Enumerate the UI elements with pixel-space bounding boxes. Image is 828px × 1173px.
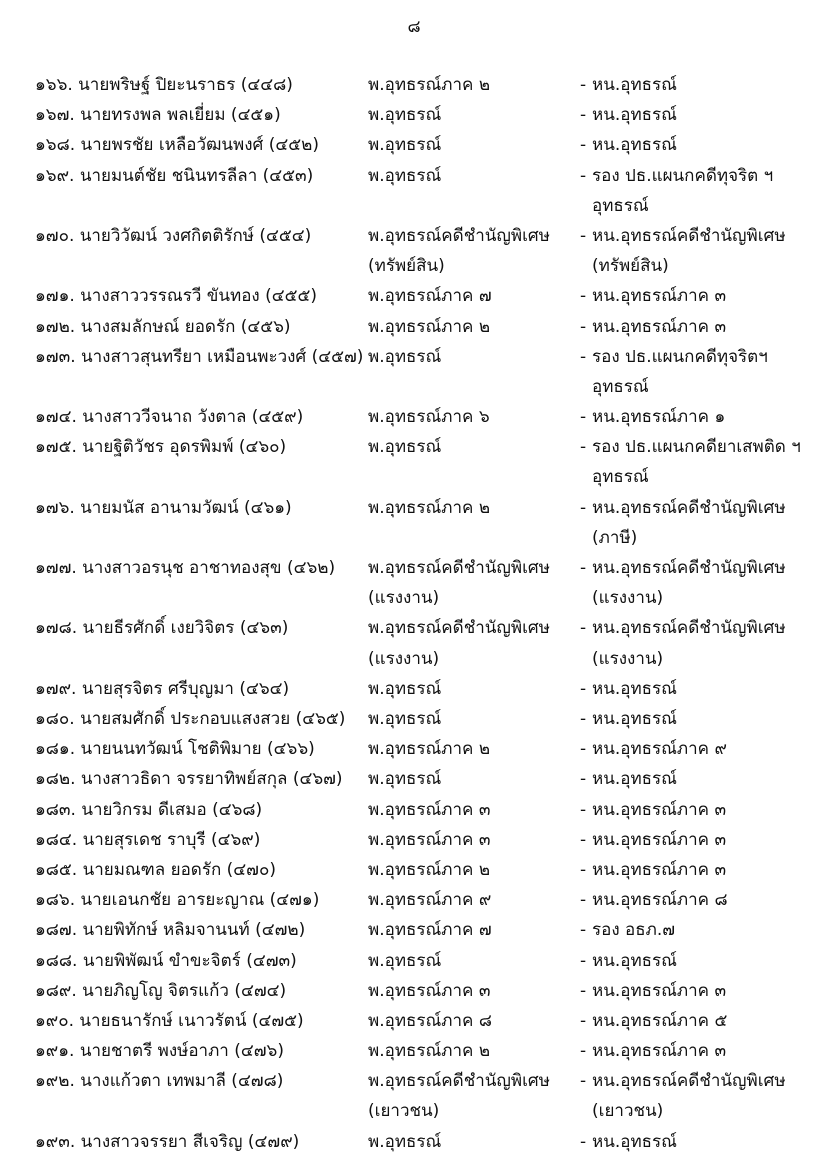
- list-item: [0, 100, 828, 130]
- current-position-line: พ.อุทธรณ์ภาค ๓: [368, 829, 491, 850]
- dash-marker: -: [580, 950, 587, 971]
- new-position-text: (เยาวชน): [592, 1101, 664, 1122]
- list-item: [0, 885, 828, 915]
- new-position-text: หน.อุทธรณ์คดีชำนัญพิเศษ: [592, 497, 786, 518]
- new-position-line: [580, 70, 820, 100]
- dash-marker: -: [580, 618, 587, 639]
- current-position-line: พ.อุทธรณ์: [368, 950, 442, 971]
- person-name: ๑๘๗. นายพิทักษ์ หลิมจานนท์ (๔๗๒): [35, 920, 306, 941]
- person-name: ๑๙๓. นางสาวจรรยา สีเจริญ (๔๗๙): [35, 1131, 300, 1152]
- list-item: [0, 1127, 828, 1157]
- new-position-line: [580, 946, 820, 976]
- new-position-line: [580, 221, 820, 251]
- current-position: [368, 704, 578, 734]
- list-item: [0, 976, 828, 1006]
- current-position-line: พ.อุทธรณ์: [368, 678, 442, 699]
- person-name: ๑๗๘. นายธีรศักดิ์ เงยวิจิตร (๔๖๓): [35, 618, 289, 639]
- current-position: [368, 161, 578, 191]
- new-position-text: หน.อุทธรณ์: [592, 709, 677, 730]
- new-position-text: หน.อุทธรณ์ภาค ๑: [592, 407, 726, 428]
- dash-marker: -: [580, 890, 587, 911]
- current-position-line: พ.อุทธรณ์: [368, 1131, 442, 1152]
- person-name: ๑๖๗. นายทรงพล พลเยี่ยม (๔๕๑): [35, 105, 281, 126]
- current-position-line: พ.อุทธรณ์: [368, 437, 442, 458]
- new-position-line: [580, 583, 820, 613]
- new-position-text: หน.อุทธรณ์ภาค ๘: [592, 890, 728, 911]
- dash-marker: -: [580, 165, 587, 186]
- list-item: [0, 432, 828, 492]
- current-position-line: พ.อุทธรณ์คดีชำนัญพิเศษ: [368, 618, 550, 639]
- current-position-line: (เยาวชน): [368, 1101, 440, 1122]
- new-position-line: [580, 342, 820, 372]
- dash-marker: -: [580, 799, 587, 820]
- dash-marker: -: [580, 437, 587, 458]
- new-position: [580, 734, 820, 764]
- current-position: [368, 1066, 578, 1126]
- list-item: [0, 764, 828, 794]
- dash-marker: -: [580, 920, 587, 941]
- new-position-text: หน.อุทธรณ์ภาค ๓: [592, 980, 727, 1001]
- new-position-line: [580, 402, 820, 432]
- new-position-text: อุทธรณ์: [592, 467, 649, 488]
- new-position: [580, 1006, 820, 1036]
- current-position-line: (แรงงาน): [368, 588, 440, 609]
- list-item: [0, 1006, 828, 1036]
- new-position-text: อุทธรณ์: [592, 195, 649, 216]
- person-name: ๑๘๓. นายวิกรม ดีเสมอ (๔๖๘): [35, 799, 263, 820]
- new-position-line: [580, 1127, 820, 1157]
- current-position-line: พ.อุทธรณ์ภาค ๒: [368, 739, 491, 760]
- new-position-line: [580, 100, 820, 130]
- list-item: [0, 493, 828, 553]
- new-position-line: [580, 764, 820, 794]
- new-position-text: รอง ปธ.แผนกคดีทุจริตฯ: [592, 346, 768, 367]
- new-position: [580, 342, 820, 402]
- current-position-line: พ.อุทธรณ์: [368, 769, 442, 790]
- new-position-line: [580, 191, 820, 221]
- new-position: [580, 493, 820, 553]
- new-position-text: หน.อุทธรณ์คดีชำนัญพิเศษ: [592, 558, 786, 579]
- dash-marker: -: [580, 859, 587, 880]
- new-position-text: หน.อุทธรณ์ภาค ๓: [592, 799, 727, 820]
- current-position-line: (แรงงาน): [368, 648, 440, 669]
- new-position-line: [580, 493, 820, 523]
- dash-marker: -: [580, 497, 587, 518]
- new-position: [580, 130, 820, 160]
- current-position-line: พ.อุทธรณ์ภาค ๘: [368, 1010, 492, 1031]
- new-position-text: หน.อุทธรณ์คดีชำนัญพิเศษ: [592, 225, 786, 246]
- person-name: ๑๗๓. นางสาวสุนทรียา เหมือนพะวงศ์ (๔๕๗): [35, 346, 364, 367]
- current-position: [368, 795, 578, 825]
- current-position: [368, 674, 578, 704]
- new-position: [580, 764, 820, 794]
- new-position-line: [580, 161, 820, 191]
- list-item: [0, 161, 828, 221]
- list-item: [0, 946, 828, 976]
- current-position: [368, 130, 578, 160]
- current-position: [368, 764, 578, 794]
- new-position-text: หน.อุทธรณ์ภาค ๓: [592, 859, 727, 880]
- new-position: [580, 976, 820, 1006]
- current-position-line: พ.อุทธรณ์ภาค ๗: [368, 920, 492, 941]
- current-position: [368, 885, 578, 915]
- new-position: [580, 312, 820, 342]
- dash-marker: -: [580, 678, 587, 699]
- new-position-line: [580, 372, 820, 402]
- person-name: ๑๗๙. นายสุรจิตร ศรีบุญมา (๔๖๔): [35, 678, 290, 699]
- dash-marker: -: [580, 75, 587, 95]
- current-position: [368, 855, 578, 885]
- person-name: ๑๗๐. นายวิวัฒน์ วงศกิตติรักษ์ (๔๕๔): [35, 225, 312, 246]
- new-position-line: [580, 432, 820, 462]
- new-position: [580, 613, 820, 673]
- new-position-text: หน.อุทธรณ์คดีชำนัญพิเศษ: [592, 1071, 786, 1092]
- dash-marker: -: [580, 829, 587, 850]
- new-position: [580, 946, 820, 976]
- list-item: [0, 1066, 828, 1126]
- current-position: [368, 613, 578, 673]
- new-position: [580, 1066, 820, 1126]
- list-item: [0, 1036, 828, 1066]
- new-position-text: หน.อุทธรณ์: [592, 105, 677, 126]
- new-position-line: [580, 704, 820, 734]
- new-position-text: หน.อุทธรณ์: [592, 135, 677, 156]
- list-item: [0, 915, 828, 945]
- person-name: ๑๘๕. นายมณฑล ยอดรัก (๔๗๐): [35, 859, 276, 880]
- person-name: ๑๘๔. นายสุรเดช ราบุรี (๔๖๙): [35, 829, 261, 850]
- person-name: ๑๗๖. นายมนัส อานามวัฒน์ (๔๖๑): [35, 497, 292, 518]
- new-position-text: หน.อุทธรณ์: [592, 1131, 677, 1152]
- person-name: ๑๗๒. นางสมลักษณ์ ยอดรัก (๔๕๖): [35, 316, 291, 337]
- current-position-line: พ.อุทธรณ์: [368, 346, 442, 367]
- person-name: ๑๘๘. นายพิพัฒน์ ขำขะจิตร์ (๔๗๓): [35, 950, 297, 971]
- new-position-text: หน.อุทธรณ์ภาค ๓: [592, 1041, 727, 1062]
- new-position-line: [580, 1096, 820, 1126]
- person-name: ๑๗๑. นางสาววรรณรวี ขันทอง (๔๕๕): [35, 286, 317, 307]
- new-position-text: หน.อุทธรณ์: [592, 950, 677, 971]
- current-position: [368, 825, 578, 855]
- current-position: [368, 1127, 578, 1157]
- new-position-line: [580, 674, 820, 704]
- current-position: [368, 312, 578, 342]
- person-name: ๑๙๑. นายชาตรี พงษ์อาภา (๔๗๖): [35, 1041, 284, 1062]
- person-name: ๑๙๐. นายธนารักษ์ เนาวรัตน์ (๔๗๕): [35, 1010, 304, 1031]
- new-position-line: [580, 1006, 820, 1036]
- current-position: [368, 1006, 578, 1036]
- current-position: [368, 976, 578, 1006]
- list-item: [0, 402, 828, 432]
- new-position-text: หน.อุทธรณ์: [592, 75, 677, 95]
- new-position-text: รอง ปธ.แผนกคดีทุจริต ฯ: [592, 165, 774, 186]
- current-position: [368, 432, 578, 462]
- current-position: [368, 221, 578, 281]
- list-item: [0, 613, 828, 673]
- dash-marker: -: [580, 980, 587, 1001]
- new-position-text: (ทรัพย์สิน): [592, 256, 669, 277]
- current-position: [368, 553, 578, 613]
- list-item: [0, 70, 828, 100]
- new-position-line: [580, 855, 820, 885]
- new-position-text: หน.อุทธรณ์คดีชำนัญพิเศษ: [592, 618, 786, 639]
- new-position-text: รอง อธภ.๗: [592, 920, 676, 941]
- new-position: [580, 674, 820, 704]
- person-name: ๑๖๘. นายพรชัย เหลือวัฒนพงศ์ (๔๕๒): [35, 135, 319, 156]
- person-name: ๑๘๖. นายเอนกชัย อารยะญาณ (๔๗๑): [35, 890, 320, 911]
- current-position: [368, 1036, 578, 1066]
- current-position-line: พ.อุทธรณ์: [368, 709, 442, 730]
- person-name: ๑๙๒. นางแก้วตา เทพมาลี (๔๗๘): [35, 1071, 284, 1092]
- new-position: [580, 100, 820, 130]
- new-position-line: [580, 915, 820, 945]
- new-position: [580, 1036, 820, 1066]
- new-position: [580, 402, 820, 432]
- current-position-line: พ.อุทธรณ์ภาค ๒: [368, 316, 491, 337]
- current-position: [368, 402, 578, 432]
- new-position: [580, 704, 820, 734]
- new-position-text: หน.อุทธรณ์ภาค ๓: [592, 286, 727, 307]
- current-position-line: (ทรัพย์สิน): [368, 256, 445, 277]
- list-item: [0, 130, 828, 160]
- dash-marker: -: [580, 225, 587, 246]
- new-position-line: [580, 644, 820, 674]
- person-name: ๑๗๔. นางสาววีจนาถ วังตาล (๔๕๙): [35, 407, 304, 428]
- list-item: [0, 855, 828, 885]
- new-position: [580, 1127, 820, 1157]
- new-position-line: [580, 885, 820, 915]
- new-position-text: (แรงงาน): [592, 588, 664, 609]
- dash-marker: -: [580, 105, 587, 126]
- new-position-line: [580, 825, 820, 855]
- new-position: [580, 885, 820, 915]
- new-position-text: หน.อุทธรณ์ภาค ๙: [592, 739, 727, 760]
- current-position-line: พ.อุทธรณ์: [368, 105, 442, 126]
- new-position-line: [580, 523, 820, 553]
- dash-marker: -: [580, 1010, 587, 1031]
- appointment-list: [0, 70, 828, 1157]
- dash-marker: -: [580, 739, 587, 760]
- dash-marker: -: [580, 135, 587, 156]
- current-position-line: พ.อุทธรณ์ภาค ๒: [368, 497, 491, 518]
- new-position-text: หน.อุทธรณ์ภาค ๓: [592, 829, 727, 850]
- page-number: ๘: [407, 17, 421, 37]
- list-item: [0, 734, 828, 764]
- dash-marker: -: [580, 558, 587, 579]
- current-position-line: พ.อุทธรณ์ภาค ๙: [368, 890, 492, 911]
- new-position: [580, 432, 820, 492]
- list-item: [0, 342, 828, 402]
- dash-marker: -: [580, 1041, 587, 1062]
- list-item: [0, 221, 828, 281]
- dash-marker: -: [580, 286, 587, 307]
- new-position-line: [580, 462, 820, 492]
- list-item: [0, 553, 828, 613]
- new-position: [580, 553, 820, 613]
- dash-marker: -: [580, 407, 587, 428]
- new-position: [580, 915, 820, 945]
- new-position-line: [580, 130, 820, 160]
- new-position-text: (ภาษี): [592, 527, 638, 548]
- new-position-line: [580, 281, 820, 311]
- new-position-line: [580, 613, 820, 643]
- person-name: ๑๖๙. นายมนต์ชัย ชนินทรลีลา (๔๕๓): [35, 165, 314, 186]
- new-position-line: [580, 553, 820, 583]
- current-position: [368, 100, 578, 130]
- current-position-line: พ.อุทธรณ์คดีชำนัญพิเศษ: [368, 1071, 550, 1092]
- current-position-line: พ.อุทธรณ์ภาค ๒: [368, 75, 491, 95]
- current-position-line: พ.อุทธรณ์ภาค ๓: [368, 980, 491, 1001]
- list-item: [0, 825, 828, 855]
- current-position-line: พ.อุทธรณ์ภาค ๒: [368, 859, 491, 880]
- new-position-line: [580, 1066, 820, 1096]
- new-position-line: [580, 312, 820, 342]
- current-position: [368, 281, 578, 311]
- list-item: [0, 312, 828, 342]
- current-position-line: พ.อุทธรณ์ภาค ๒: [368, 1041, 491, 1062]
- new-position: [580, 855, 820, 885]
- current-position-line: พ.อุทธรณ์: [368, 165, 442, 186]
- current-position-line: พ.อุทธรณ์คดีชำนัญพิเศษ: [368, 558, 550, 579]
- new-position: [580, 795, 820, 825]
- current-position-line: พ.อุทธรณ์คดีชำนัญพิเศษ: [368, 225, 550, 246]
- dash-marker: -: [580, 1071, 587, 1092]
- current-position-line: พ.อุทธรณ์ภาค ๖: [368, 407, 490, 428]
- new-position-line: [580, 251, 820, 281]
- person-name: ๑๘๒. นางสาวธิดา จรรยาทิพย์สกุล (๔๖๗): [35, 769, 343, 790]
- new-position: [580, 281, 820, 311]
- new-position-text: หน.อุทธรณ์ภาค ๕: [592, 1010, 728, 1031]
- new-position: [580, 825, 820, 855]
- dash-marker: -: [580, 709, 587, 730]
- new-position-text: หน.อุทธรณ์: [592, 678, 677, 699]
- new-position-text: อุทธรณ์: [592, 376, 649, 397]
- current-position: [368, 493, 578, 523]
- current-position-line: พ.อุทธรณ์ภาค ๗: [368, 286, 492, 307]
- new-position: [580, 70, 820, 100]
- current-position: [368, 342, 578, 372]
- list-item: [0, 281, 828, 311]
- current-position: [368, 915, 578, 945]
- new-position: [580, 221, 820, 281]
- person-name: ๑๖๖. นายพริษฐ์ ปิยะนราธร (๔๔๘): [35, 75, 293, 95]
- current-position-line: พ.อุทธรณ์ภาค ๓: [368, 799, 491, 820]
- new-position-text: รอง ปธ.แผนกคดียาเสพติด ฯ: [592, 437, 801, 458]
- dash-marker: -: [580, 316, 587, 337]
- new-position-line: [580, 734, 820, 764]
- new-position-text: หน.อุทธรณ์ภาค ๓: [592, 316, 727, 337]
- new-position-text: (แรงงาน): [592, 648, 664, 669]
- current-position: [368, 946, 578, 976]
- dash-marker: -: [580, 769, 587, 790]
- dash-marker: -: [580, 1131, 587, 1152]
- current-position-line: พ.อุทธรณ์: [368, 135, 442, 156]
- new-position-line: [580, 795, 820, 825]
- list-item: [0, 795, 828, 825]
- new-position: [580, 161, 820, 221]
- person-name: ๑๘๑. นายนนทวัฒน์ โชติพิมาย (๔๖๖): [35, 739, 315, 760]
- new-position-line: [580, 1036, 820, 1066]
- new-position-text: หน.อุทธรณ์: [592, 769, 677, 790]
- person-name: ๑๗๕. นายฐิติวัชร อุดรพิมพ์ (๔๖๐): [35, 437, 287, 458]
- person-name: ๑๗๗. นางสาวอรนุช อาชาทองสุข (๔๖๒): [35, 558, 336, 579]
- dash-marker: -: [580, 346, 587, 367]
- person-name: ๑๘๙. นายภิญโญ จิตรแก้ว (๔๗๔): [35, 980, 287, 1001]
- current-position: [368, 70, 578, 100]
- list-item: [0, 704, 828, 734]
- current-position: [368, 734, 578, 764]
- list-item: [0, 674, 828, 704]
- new-position-line: [580, 976, 820, 1006]
- person-name: ๑๘๐. นายสมศักดิ์ ประกอบแสงสวย (๔๖๕): [35, 709, 346, 730]
